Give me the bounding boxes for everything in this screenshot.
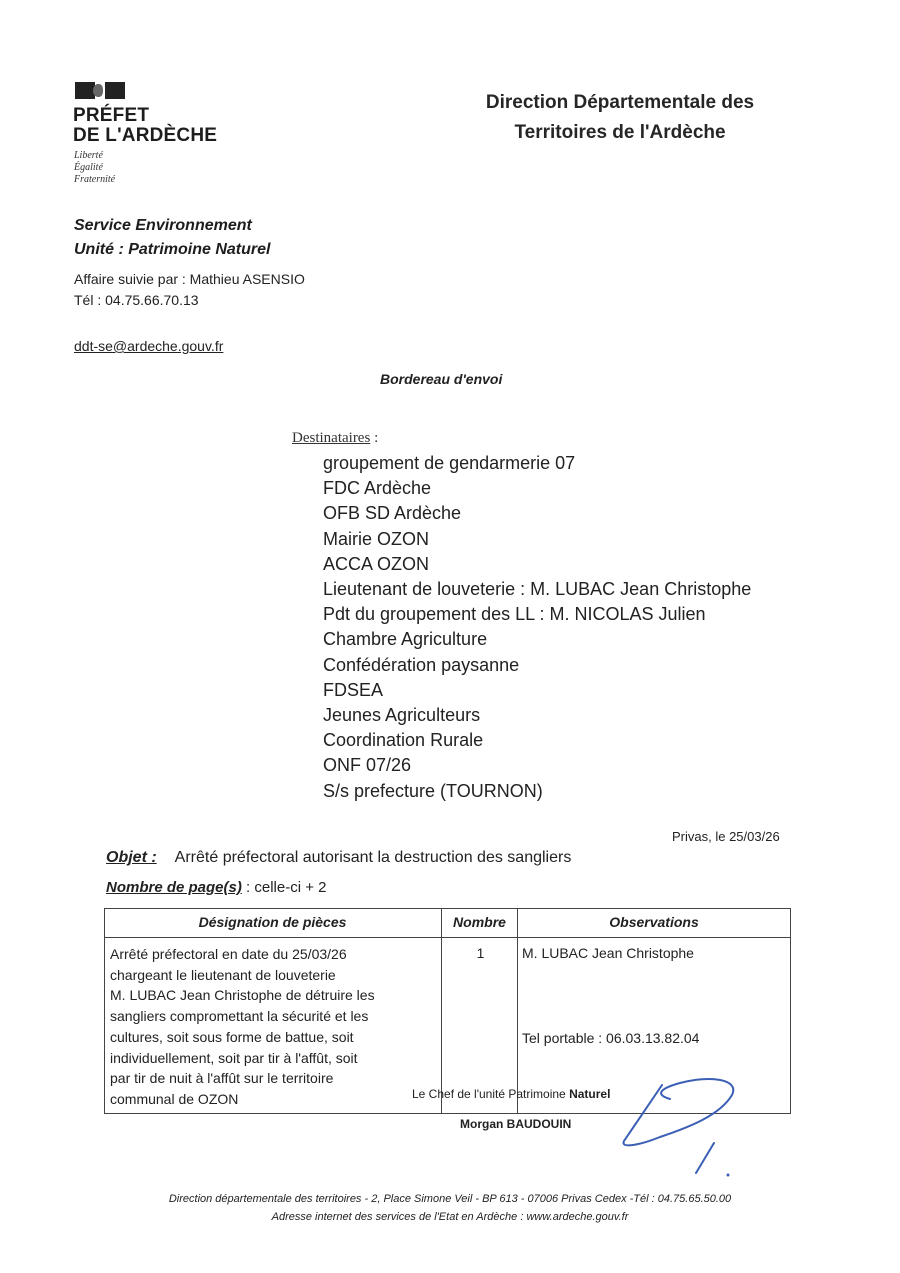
piece-line: chargeant le lieutenant de louveterie [110, 966, 336, 983]
list-item: Confédération paysanne [323, 654, 520, 675]
contact-block [74, 269, 305, 311]
prefet-line-1: PRÉFET [73, 105, 150, 126]
followed-by: Affaire suivie par : Mathieu ASENSIO [74, 271, 305, 287]
prefet-line-2: DE L'ARDÈCHE [73, 125, 218, 146]
objet-text: Arrêté préfectoral autorisant la destruction des sangliers [174, 849, 572, 866]
list-item: FDC Ardèche [323, 478, 432, 499]
marianne-logo-icon [75, 82, 125, 99]
piece-line: par tir de nuit à l'affût sur le territoire [110, 1070, 334, 1087]
footer-address: Direction départementale des territoires - 2, Place Simone Veil - BP 613 - 07006 Privas Cedex -Tél : 04.75.65.50.00 [168, 1193, 732, 1205]
header-designation: Désignation de pièces [198, 914, 347, 930]
handwritten-signature-icon [610, 1065, 750, 1180]
recipients-label-suffix: : [370, 430, 379, 446]
header-nombre: Nombre [453, 914, 506, 930]
list-item: Lieutenant de louveterie : M. LUBAC Jean Christophe [323, 579, 752, 600]
observation-phone: Tel portable : 06.03.13.82.04 [522, 1030, 700, 1046]
list-item: Coordination Rurale [323, 730, 484, 751]
observation-name: M. LUBAC Jean Christophe [522, 945, 694, 961]
email-link[interactable]: ddt-se@ardeche.gouv.fr [74, 338, 224, 354]
pages-value: : celle-ci + 2 [241, 879, 327, 896]
pages-label: Nombre de page(s) [106, 879, 242, 896]
piece-line: sangliers compromettant la sécurité et les [110, 1008, 369, 1025]
piece-line: communal de OZON [110, 1090, 239, 1107]
objet-line [106, 849, 571, 867]
objet-label: Objet : [106, 849, 157, 866]
list-item: OFB SD Ardèche [323, 503, 462, 524]
recipients-label-text: Destinataires [292, 430, 371, 446]
signatory-name: Morgan BAUDOUIN [460, 1117, 572, 1131]
list-item: ONF 07/26 [323, 755, 412, 776]
piece-line: M. LUBAC Jean Christophe de détruire les [110, 987, 375, 1004]
footer [100, 1190, 800, 1226]
piece-line: Arrêté préfectoral en date du 25/03/26 [110, 946, 347, 962]
footer-website: Adresse internet des services de l'Etat en Ardèche : www.ardeche.gouv.fr [271, 1211, 629, 1223]
column-divider [441, 908, 442, 1114]
piece-line: cultures, soit sous forme de battue, soit [110, 1028, 354, 1045]
list-item: FDSEA [323, 679, 384, 700]
piece-description [110, 944, 440, 1110]
service-name: Service Environnement [74, 217, 252, 234]
motto-egalite: Égalité [74, 162, 103, 173]
phone-number: Tél : 04.75.66.70.13 [74, 292, 199, 308]
list-item: Jeunes Agriculteurs [323, 705, 481, 726]
motto-fraternite: Fraternité [74, 174, 116, 185]
list-item: Chambre Agriculture [323, 629, 488, 650]
column-divider [517, 908, 518, 1114]
signatory-title-bold: Naturel [569, 1087, 611, 1101]
header-observations: Observations [609, 914, 699, 930]
signatory-title-text: Le Chef de l'unité Patrimoine [412, 1087, 570, 1101]
piece-count: 1 [476, 945, 485, 961]
list-item: Mairie OZON [323, 528, 430, 549]
unit-name: Unité : Patrimoine Naturel [74, 241, 271, 258]
signatory-title [412, 1087, 610, 1101]
list-item: Pdt du groupement des LL : M. NICOLAS Julien [323, 604, 706, 625]
pages-line [106, 879, 326, 896]
recipients-list [323, 451, 751, 804]
document-title: Bordereau d'envoi [380, 371, 503, 387]
service-block [74, 214, 270, 262]
piece-line: individuellement, soit par tir à l'affût, soit [110, 1049, 358, 1066]
list-item: ACCA OZON [323, 553, 430, 574]
list-item: S/s prefecture (TOURNON) [323, 780, 543, 801]
motto-liberte: Liberté [74, 150, 103, 161]
recipients-label [292, 430, 378, 447]
direction-heading [440, 88, 800, 148]
header-divider [104, 937, 791, 938]
prefet-title [73, 106, 217, 146]
place-date: Privas, le 25/03/26 [672, 829, 780, 844]
list-item: groupement de gendarmerie 07 [323, 453, 576, 473]
republic-motto [74, 150, 115, 186]
direction-line-2: Territoires de l'Ardèche [514, 122, 726, 143]
direction-line-1: Direction Départementale des [485, 92, 755, 113]
